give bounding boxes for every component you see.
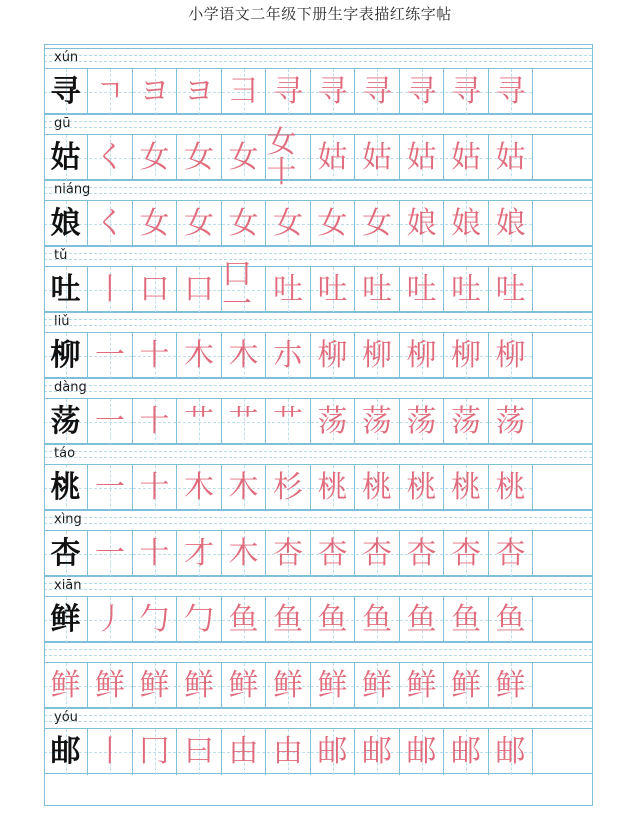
- trace-character-cell: [311, 597, 355, 643]
- trace-character-cell: [400, 201, 444, 247]
- trace-character: 一: [95, 536, 125, 571]
- trace-character-cell: [489, 729, 533, 775]
- trace-character-cell: [133, 531, 177, 577]
- trace-character-cell: [89, 531, 133, 577]
- trace-character-cell: [178, 663, 222, 709]
- model-character-cell: [44, 597, 88, 643]
- trace-character: 丿: [95, 602, 125, 637]
- trace-character: 柳: [406, 338, 437, 373]
- trace-character: 娘: [406, 206, 437, 241]
- trace-character-cell: [445, 135, 489, 181]
- trace-character-cell: [133, 135, 177, 181]
- trace-character: 桃: [495, 470, 526, 505]
- trace-character: 杏: [406, 536, 437, 571]
- trace-character-cell: [133, 465, 177, 511]
- trace-character-cell: [445, 69, 489, 115]
- model-character: 杏: [50, 536, 81, 571]
- pinyin-label: dàng: [54, 380, 87, 395]
- trace-character: 吐: [451, 272, 481, 307]
- model-character-cell: [44, 333, 88, 379]
- trace-character-cell: [400, 399, 444, 445]
- model-character-cell: [44, 531, 88, 577]
- trace-character-cell: [133, 399, 177, 445]
- trace-character: 娘: [451, 206, 481, 241]
- trace-character-cell: [356, 201, 400, 247]
- model-character: 姑: [50, 140, 81, 175]
- trace-character-cell: [311, 267, 355, 313]
- trace-character-cell: [489, 267, 533, 313]
- trace-character-cell: [356, 531, 400, 577]
- trace-character-cell: [89, 597, 133, 643]
- trace-character: 荡: [406, 404, 437, 439]
- trace-character: 十: [139, 536, 170, 571]
- trace-character: 彐: [228, 74, 259, 109]
- trace-character-cell: [489, 597, 533, 643]
- trace-character-cell: [89, 267, 133, 313]
- trace-character: 女: [139, 140, 170, 175]
- trace-character: 鲜: [184, 668, 214, 703]
- trace-character-cell: [89, 663, 133, 709]
- character-row: [44, 728, 592, 774]
- trace-character: 鲜: [95, 668, 125, 703]
- model-character: 桃: [50, 470, 81, 505]
- trace-character: 口一: [222, 257, 252, 322]
- trace-character-cell: [400, 69, 444, 115]
- trace-character-cell: [489, 531, 533, 577]
- trace-character-cell: [356, 135, 400, 181]
- trace-character: 鱼: [362, 602, 392, 637]
- trace-character: 丨: [95, 272, 125, 307]
- trace-character: 艹: [273, 404, 303, 439]
- trace-character: 桃: [362, 470, 392, 505]
- trace-character-cell: [311, 663, 355, 709]
- trace-character-cell: [178, 69, 222, 115]
- trace-character: 鲜: [451, 668, 481, 703]
- trace-character: 柳: [495, 338, 526, 373]
- page-title: 小学语文二年级下册生字表描红练字帖: [188, 5, 452, 23]
- trace-character-cell: [400, 465, 444, 511]
- trace-character-cell: [89, 729, 133, 775]
- trace-character: 鲜: [273, 668, 303, 703]
- trace-character: 柳: [451, 338, 481, 373]
- trace-character-cell: [356, 333, 400, 379]
- trace-character: 女: [184, 206, 214, 241]
- trace-character: 鲜: [317, 668, 348, 703]
- trace-character: 鲜: [139, 668, 170, 703]
- trace-character: 女: [317, 206, 348, 241]
- model-character-cell: [44, 69, 88, 115]
- trace-character: 勹: [139, 602, 170, 637]
- trace-character-cell: [133, 333, 177, 379]
- pinyin-row: [44, 114, 592, 134]
- trace-character: ヨ: [184, 74, 214, 109]
- trace-character-cell: [178, 267, 222, 313]
- trace-character-cell: [267, 597, 311, 643]
- model-character: 荡: [50, 404, 81, 439]
- trace-character: 姑: [495, 140, 526, 175]
- trace-character-cell: [489, 69, 533, 115]
- trace-character: 鲜: [362, 668, 392, 703]
- trace-character-cell: [445, 597, 489, 643]
- trace-character-cell: [89, 333, 133, 379]
- trace-character-cell: [489, 333, 533, 379]
- trace-character-cell: [489, 201, 533, 247]
- trace-character-cell: [267, 531, 311, 577]
- trace-character-cell: [311, 729, 355, 775]
- trace-character-cell: [400, 597, 444, 643]
- trace-character: 寻: [406, 74, 437, 109]
- character-row: [44, 332, 592, 378]
- trace-character-cell: [445, 333, 489, 379]
- trace-character-cell: [89, 135, 133, 181]
- trace-character-cell: [400, 135, 444, 181]
- trace-character: 姑: [362, 140, 392, 175]
- pinyin-row: [44, 642, 592, 662]
- trace-character: 杉: [273, 470, 303, 505]
- pinyin-row: [44, 378, 592, 398]
- trace-character-cell: [222, 257, 266, 322]
- model-character: 寻: [50, 74, 81, 109]
- trace-character: 寻: [273, 74, 303, 109]
- trace-character: 女: [139, 206, 170, 241]
- trace-character-cell: [445, 465, 489, 511]
- trace-character: 杏: [317, 536, 348, 571]
- trace-character-cell: [489, 465, 533, 511]
- trace-character-cell: [400, 267, 444, 313]
- trace-character-cell: [222, 729, 266, 775]
- trace-character-cell: [489, 663, 533, 709]
- trace-character: 勹: [184, 602, 214, 637]
- trace-character-cell: [356, 267, 400, 313]
- trace-character: 吐: [406, 272, 437, 307]
- model-character-cell: [44, 465, 88, 511]
- trace-character-cell: [222, 465, 266, 511]
- model-character: 邮: [50, 734, 81, 769]
- trace-character: 木: [184, 470, 214, 505]
- trace-character-cell: [178, 531, 222, 577]
- trace-character-cell: [311, 531, 355, 577]
- trace-character: 鲜: [406, 668, 437, 703]
- trace-character: 鲜: [228, 668, 259, 703]
- model-character: 吐: [50, 272, 81, 307]
- trace-character: 一: [95, 338, 125, 373]
- trace-character-cell: [356, 663, 400, 709]
- trace-character-cell: [356, 399, 400, 445]
- trace-character: 才: [184, 536, 214, 571]
- trace-character: く: [95, 206, 125, 241]
- trace-character-cell: [178, 465, 222, 511]
- trace-character: 杏: [451, 536, 481, 571]
- character-row: [44, 68, 592, 114]
- trace-character: 邮: [317, 734, 348, 769]
- trace-character-cell: [445, 729, 489, 775]
- trace-character-cell: [222, 531, 266, 577]
- trace-character-cell: [311, 201, 355, 247]
- trace-character: 杏: [273, 536, 303, 571]
- pinyin-label: xún: [54, 50, 79, 65]
- trace-character-cell: [133, 663, 177, 709]
- trace-character-cell: [267, 333, 311, 379]
- trace-character: 一: [95, 470, 125, 505]
- trace-character-cell: [356, 69, 400, 115]
- trace-character: 丨: [95, 734, 125, 769]
- trace-character: 桃: [406, 470, 437, 505]
- model-character: 柳: [50, 338, 81, 373]
- trace-character: 荡: [362, 404, 392, 439]
- trace-character: 鱼: [495, 602, 526, 637]
- trace-character: く: [95, 140, 125, 175]
- trace-character: 鱼: [317, 602, 348, 637]
- trace-character-cell: [222, 69, 266, 115]
- trace-character: 桃: [451, 470, 481, 505]
- trace-character: ㄱ: [95, 74, 125, 109]
- model-character-cell: [44, 729, 88, 775]
- character-row: [44, 398, 592, 444]
- trace-character-cell: [178, 399, 222, 445]
- character-row: [44, 596, 592, 642]
- trace-character: 鱼: [406, 602, 437, 637]
- trace-character-cell: [267, 663, 311, 709]
- trace-character: 女: [273, 206, 303, 241]
- trace-character: 荡: [451, 404, 481, 439]
- trace-character: 吐: [273, 272, 303, 307]
- trace-character: 女: [228, 206, 259, 241]
- trace-character-cell: [445, 399, 489, 445]
- trace-character: 朩: [273, 338, 303, 373]
- pinyin-row: [44, 576, 592, 596]
- trace-character: 寻: [317, 74, 348, 109]
- trace-character-cell: [400, 729, 444, 775]
- pinyin-row: [44, 48, 592, 68]
- trace-character-cell: [445, 267, 489, 313]
- model-character: 鲜: [50, 602, 81, 637]
- pinyin-label: gū: [54, 116, 71, 131]
- trace-character: 寻: [451, 74, 481, 109]
- trace-character: 十: [139, 338, 170, 373]
- trace-character: 一: [95, 404, 125, 439]
- trace-character-cell: [89, 399, 133, 445]
- trace-character-cell: [133, 69, 177, 115]
- trace-character-cell: [178, 135, 222, 181]
- trace-character: 木: [228, 338, 259, 373]
- trace-character-cell: [133, 201, 177, 247]
- trace-character: 木: [184, 338, 214, 373]
- trace-character-cell: [222, 597, 266, 643]
- trace-character: 由: [273, 734, 303, 769]
- trace-character-cell: [445, 201, 489, 247]
- trace-character: 吐: [362, 272, 392, 307]
- trace-character: 女: [184, 140, 214, 175]
- trace-character: 姑: [406, 140, 437, 175]
- trace-character-cell: [400, 531, 444, 577]
- trace-character-cell: [267, 465, 311, 511]
- trace-character: 邮: [495, 734, 526, 769]
- trace-character: 女: [228, 140, 259, 175]
- trace-character: 吐: [317, 272, 348, 307]
- trace-character: 娘: [495, 206, 526, 241]
- pinyin-label: xiān: [54, 578, 82, 593]
- trace-character-cell: [133, 729, 177, 775]
- trace-character-cell: [178, 729, 222, 775]
- trace-character-cell: [311, 135, 355, 181]
- trace-character: 艹: [184, 404, 214, 439]
- model-character-cell: [44, 663, 88, 709]
- model-character-cell: [44, 267, 88, 313]
- trace-character: 十: [139, 470, 170, 505]
- trace-character-cell: [267, 729, 311, 775]
- trace-character-cell: [400, 663, 444, 709]
- trace-character: 鱼: [228, 602, 259, 637]
- trace-character-cell: [445, 531, 489, 577]
- trace-character-cell: [222, 663, 266, 709]
- trace-character-cell: [89, 465, 133, 511]
- character-row: [44, 464, 592, 510]
- trace-character: 鱼: [273, 602, 303, 637]
- trace-character: 冂: [139, 734, 170, 769]
- trace-character: 女: [362, 206, 392, 241]
- trace-character-cell: [133, 597, 177, 643]
- trace-character-cell: [267, 201, 311, 247]
- trace-character-cell: [311, 399, 355, 445]
- trace-character: 鱼: [451, 602, 481, 637]
- trace-character: 鲜: [50, 668, 81, 703]
- trace-character-cell: [267, 69, 311, 115]
- trace-character: ヨ: [139, 74, 170, 109]
- trace-character-cell: [311, 465, 355, 511]
- pinyin-label: yóu: [54, 710, 78, 725]
- trace-character: 由: [228, 734, 259, 769]
- trace-character-cell: [267, 267, 311, 313]
- trace-character: 鲜: [495, 668, 526, 703]
- trace-character-cell: [266, 125, 311, 190]
- trace-character-cell: [89, 201, 133, 247]
- trace-character: 寻: [362, 74, 392, 109]
- trace-character-cell: [222, 333, 266, 379]
- trace-character: 邮: [406, 734, 437, 769]
- model-character-cell: [44, 399, 88, 445]
- trace-character-cell: [178, 597, 222, 643]
- character-row: [44, 662, 592, 708]
- trace-character: 杏: [362, 536, 392, 571]
- pinyin-row: [44, 180, 592, 200]
- trace-character-cell: [267, 399, 311, 445]
- trace-character: 艹: [228, 404, 259, 439]
- trace-character: 十: [139, 404, 170, 439]
- trace-character: 荡: [317, 404, 348, 439]
- trace-character: 寻: [495, 74, 526, 109]
- model-character: 娘: [50, 206, 81, 241]
- trace-character-cell: [489, 399, 533, 445]
- trace-character-cell: [89, 69, 133, 115]
- pinyin-label: tǔ: [54, 248, 68, 263]
- trace-character: 口: [184, 272, 214, 307]
- trace-character: 姑: [451, 140, 481, 175]
- trace-character-cell: [222, 135, 266, 181]
- pinyin-row: [44, 510, 592, 530]
- trace-character: 桃: [317, 470, 348, 505]
- trace-character-cell: [178, 201, 222, 247]
- trace-character: 吐: [495, 272, 526, 307]
- pinyin-label: xìng: [54, 512, 82, 527]
- pinyin-row: [44, 246, 592, 266]
- model-character-cell: [44, 135, 88, 181]
- trace-character: 杏: [495, 536, 526, 571]
- trace-character-cell: [311, 333, 355, 379]
- character-row: [44, 200, 592, 246]
- trace-character: 邮: [362, 734, 392, 769]
- trace-character-cell: [356, 597, 400, 643]
- trace-character: 木: [228, 536, 259, 571]
- trace-character-cell: [356, 729, 400, 775]
- pinyin-label: niáng: [54, 182, 91, 197]
- trace-character-cell: [356, 465, 400, 511]
- trace-character-cell: [178, 333, 222, 379]
- trace-character-cell: [489, 135, 533, 181]
- trace-character-cell: [400, 333, 444, 379]
- pinyin-row: [44, 444, 592, 464]
- trace-character: 荡: [495, 404, 526, 439]
- pinyin-label: táo: [54, 446, 76, 461]
- trace-character: 邮: [451, 734, 481, 769]
- trace-character: 女十: [266, 125, 297, 190]
- trace-character: 口: [139, 272, 170, 307]
- trace-character: 姑: [317, 140, 348, 175]
- trace-character-cell: [445, 663, 489, 709]
- trace-character-cell: [222, 399, 266, 445]
- trace-character-cell: [311, 69, 355, 115]
- pinyin-row: [44, 312, 592, 332]
- character-row: [44, 530, 592, 576]
- pinyin-row: [44, 708, 592, 728]
- trace-character: 曰: [184, 734, 214, 769]
- trace-character: 柳: [362, 338, 392, 373]
- model-character-cell: [44, 201, 88, 247]
- trace-character-cell: [133, 267, 177, 313]
- trace-character: 木: [228, 470, 259, 505]
- pinyin-label: liǔ: [54, 314, 70, 329]
- trace-character: 柳: [317, 338, 348, 373]
- trace-character-cell: [222, 201, 266, 247]
